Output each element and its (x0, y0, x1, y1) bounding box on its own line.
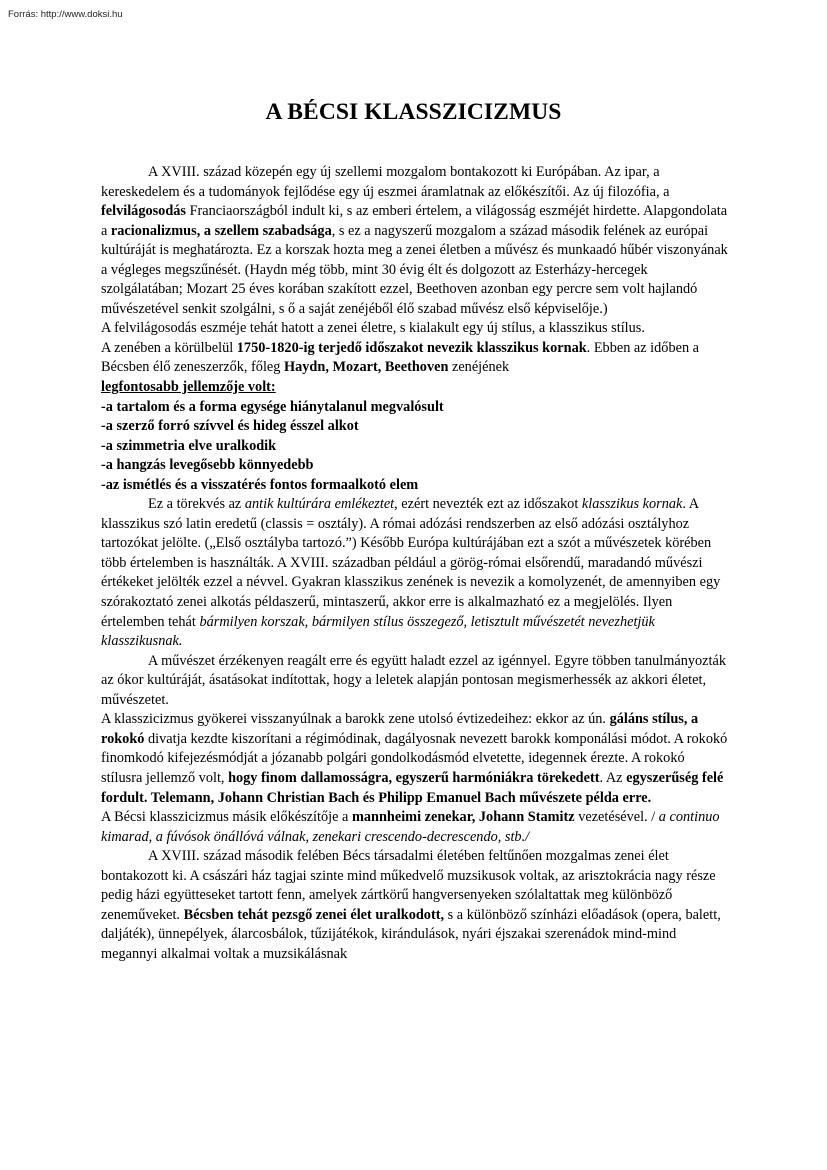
text: A klasszicizmus gyökerei visszanyúlnak a barokk zene utolsó évtizedeihez: ekkor az ún. (101, 711, 610, 728)
text: . Ebben az időben a Bécsben élő zeneszerzők, főleg (101, 339, 700, 376)
feature-item (101, 398, 729, 418)
bold-term: Haydn, Mozart, Beethoven (284, 359, 449, 376)
bold-term: racionalizmus (110, 222, 197, 239)
document-body (101, 163, 729, 964)
italic-term: klasszikus kornak (581, 496, 683, 513)
paragraph-roots (101, 710, 729, 808)
text: Ez a törekvés az (148, 496, 245, 513)
text: A XVIII. század második felében Bécs társadalmi életében feltűnően mozgalmas zenei élet bontakozott ki. A császári ház tagjai szinte mind műkedvelő muzsikusok voltak, az arisztokrácia nagy része pedig házi együtteseket tartott fenn, amelyek zártkörű hangversenyeken szólaltattak meg különböző zeneműveket. (101, 848, 716, 923)
paragraph-period (101, 339, 729, 398)
feature-item (101, 437, 729, 457)
page-title: A BÉCSI KLASSZICIZMUS (265, 99, 562, 125)
text: vezetésével. / (574, 809, 659, 826)
feature-text: -a szerző forró szívvel és hideg ésszel alkot (101, 418, 359, 435)
bold-term: a szellem szabadsága (203, 222, 332, 239)
source-line: Forrás: http://www.doksi.hu (8, 9, 123, 20)
paragraph-antiquity: A művészet érzékenyen reagált erre és együtt haladt ezzel az igénnyel. Egyre többen tanulmányozták az ókor kultúráját, ásatásokat indítottak, hogy a leletek alapján pontosan megismerhessék az akkori életet, művészetet. (101, 652, 726, 708)
paragraph-classical-word (101, 495, 729, 651)
text: Franciaországból indult ki, s az emberi értelem, a világosság eszméjét hirdette. Alapgondolata a (101, 203, 728, 239)
italic-term: antik kultúrára emlékeztet (244, 496, 395, 513)
text: A Bécsi klasszicizmus másik előkészítője a (101, 809, 352, 826)
features-heading: legfontosabb jellemzője volt: (101, 379, 276, 396)
text: , ezért nevezték ezt az időszakot (394, 496, 582, 513)
bold-term: felvilágosodás (101, 203, 186, 220)
italic-term: a continuo kimarad, a fúvósok önállóvá válnak, zenekari crescendo-decrescendo, stb./ (101, 809, 720, 845)
feature-item (101, 456, 729, 476)
text: divatja kezdte kiszorítani a régimódinak, dagályosnak nevezett barokk komponálási módot. A rokokó finomkodó kifejezésmódját a józanabb polgári gondolkodásmód elvetette, idegennek érezte. A rokokó stílusra jellemző volt, (101, 730, 728, 786)
bold-term: , (196, 222, 204, 239)
bold-term: mannheimi zenekar, Johann Stamitz (351, 809, 575, 826)
text: . A klasszikus szó latin eredetű (classis = osztály). A római adózási rendszerben az első adózási osztályhoz tartozókat jelölte. („Első osztályba tartozó.”) Később Európa kultúrájában ezt a szót a művészetek körében több értelemben is használták. A XVIII. században például a görög-római elsőrendű, maradandó művészi értékeket jelölték ezzel a névvel. Gyakran klasszikus zenének is nevezik a komolyzenét, de amennyiben egy szórakoztató zenei alkotás példaszerű, mintaszerű, akkor erre is alkalmazható ez a megjelölés. Ilyen értelemben tehát (101, 496, 721, 630)
paragraph-new-style: A felvilágosodás eszméje tehát hatott a zenei életre, s kialakult egy új stílus, a klasszikus stílus. (101, 320, 645, 337)
text: s a különböző színházi előadások (opera, balett, daljáték), ünnepélyek, álarcosbálok, tűzijátékok, kirándulások, nyári éjszakai szerenádok mind-mind megannyi alkalmai voltak a muzsikálásnak (101, 906, 721, 962)
bold-term: gáláns stílus, a rokokó (101, 711, 699, 747)
text: zenéjének (448, 359, 510, 376)
feature-text: -a hangzás levegősebb könnyedebb (101, 457, 314, 474)
bold-term: Bécsben tehát pezsgő zenei élet uralkodott, (183, 906, 445, 923)
text: A zenében a körülbelül (101, 339, 237, 356)
feature-text: -a szimmetria elve uralkodik (101, 437, 277, 454)
bold-term: egyszerűség felé fordult. Telemann, Johann Christian Bach és Philipp Emanuel Bach művészete példa erre. (101, 769, 724, 806)
text: A XVIII. század közepén egy új szellemi mozgalom bontakozott ki Európában. Az ipar, a kereskedelem és a tudományok fejlődése egy új eszmei áramlatnak az előkészítői. Az új filozófia, a (101, 164, 670, 200)
bold-term: hogy finom dallamosságra, egyszerű harmóniákra törekedett (228, 769, 600, 786)
italic-term: bármilyen korszak, bármilyen stílus összegező, letisztult művészetét nevezhetjük klasszikusnak. (101, 613, 655, 650)
paragraph-mannheim (101, 808, 729, 847)
text: , s ez a nagyszerű mozgalom a század második felének az európai kultúráját is meghatározta. Ez a korszak hozta meg a zenei életben a művész és munkaadó hűbér viszonyának a végleges megszűnését. (Haydn még több, mint 30 évig élt és dolgozott az Esterházy-hercegek szolgálatában; Mozart 25 éves korában szakított ezzel, Beethoven azonban egy percre sem volt hajlandó művészetével senkit szolgálni, s ő a saját zenéjéből élő szabad művész első képviselője.) (101, 222, 728, 317)
paragraph-intro (101, 163, 729, 319)
text: . Az (599, 769, 627, 786)
feature-item (101, 417, 729, 437)
feature-item (101, 476, 729, 496)
bold-term: 1750-1820-ig terjedő időszakot nevezik klasszikus kornak (236, 339, 587, 356)
feature-text: -a tartalom és a forma egysége hiánytalanul megvalósult (101, 398, 444, 415)
feature-text: -az ismétlés és a visszatérés fontos formaalkotó elem (101, 476, 419, 493)
paragraph-vienna (101, 847, 729, 964)
